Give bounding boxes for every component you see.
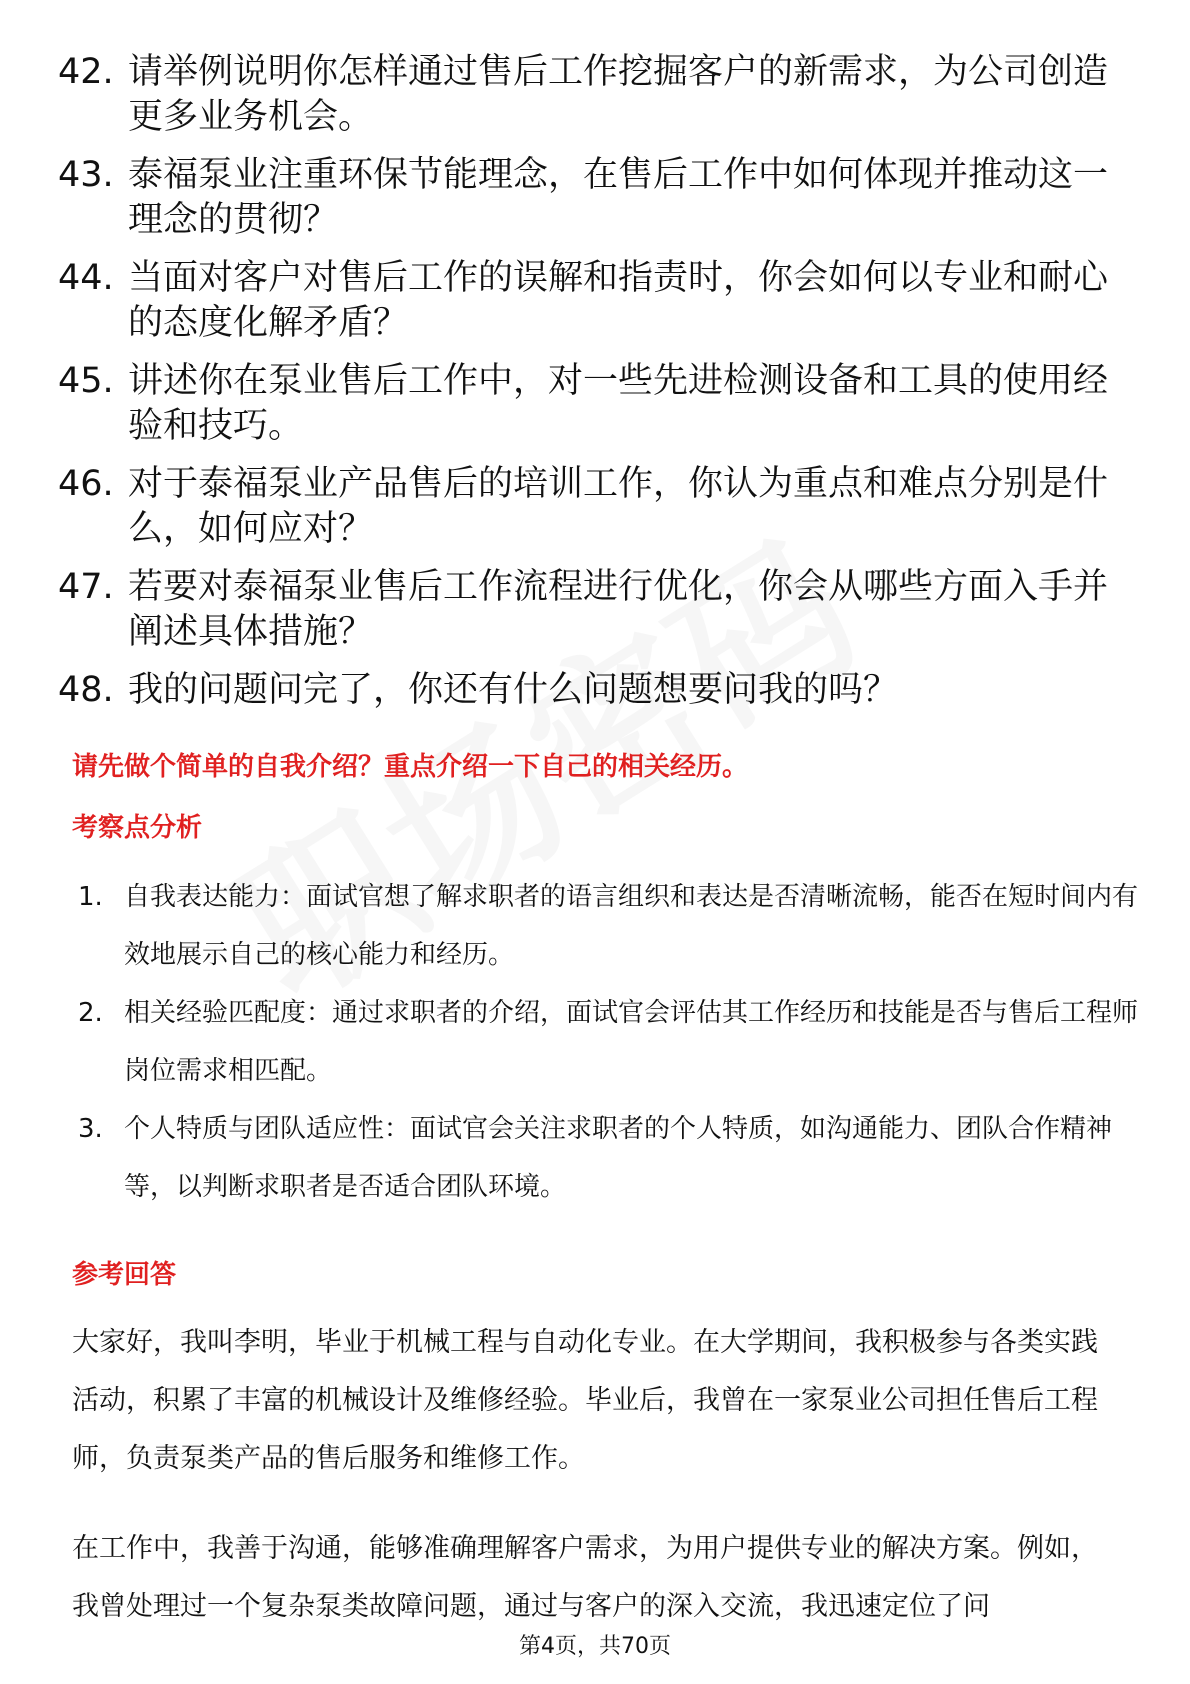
question-item bbox=[58, 668, 1138, 713]
question-item bbox=[58, 565, 1138, 655]
question-number: 46. bbox=[58, 464, 114, 504]
question-number: 48. bbox=[58, 670, 114, 710]
question-item bbox=[58, 462, 1138, 552]
question-item bbox=[58, 153, 1138, 243]
question-number: 42. bbox=[58, 52, 114, 92]
page-number: 第4页，共70页 bbox=[519, 1634, 671, 1659]
analysis-text: 个人特质与团队适应性：面试官会关注求职者的个人特质，如沟通能力、团队合作精神等，以判断求职者是否适合团队环境。 bbox=[124, 1114, 1113, 1202]
question-number: 47. bbox=[58, 567, 114, 607]
analysis-number: 3. bbox=[78, 1114, 103, 1144]
question-item bbox=[58, 256, 1138, 346]
analysis-text: 相关经验匹配度：通过求职者的介绍，面试官会评估其工作经历和技能是否与售后工程师岗位需求相匹配。 bbox=[124, 998, 1139, 1086]
analysis-item bbox=[78, 1100, 1138, 1216]
analysis-item bbox=[78, 984, 1138, 1100]
analysis-number: 2. bbox=[78, 998, 103, 1028]
question-text: 我的问题问完了，你还有什么问题想要问我的吗？ bbox=[128, 670, 899, 710]
question-text: 泰福泵业注重环保节能理念，在售后工作中如何体现并推动这一理念的贯彻？ bbox=[128, 155, 1109, 240]
question-text: 对于泰福泵业产品售后的培训工作，你认为重点和难点分别是什么，如何应对？ bbox=[128, 464, 1109, 549]
analysis-item bbox=[78, 868, 1138, 984]
analysis-heading: 考察点分析 bbox=[72, 813, 203, 843]
question-text: 当面对客户对售后工作的误解和指责时，你会如何以专业和耐心的态度化解矛盾？ bbox=[128, 258, 1109, 343]
answer-heading: 参考回答 bbox=[72, 1260, 177, 1290]
answer-paragraph: 在工作中，我善于沟通，能够准确理解客户需求，为用户提供专业的解决方案。例如，我曾处理过一个复杂泵类故障问题，通过与客户的深入交流，我迅速定位了问 bbox=[72, 1533, 1098, 1622]
question-item bbox=[58, 359, 1138, 449]
question-item bbox=[58, 50, 1138, 140]
analysis-text: 自我表达能力：面试官想了解求职者的语言组织和表达是否清晰流畅，能否在短时间内有效地展示自己的核心能力和经历。 bbox=[124, 882, 1139, 970]
answer-paragraph: 大家好，我叫李明，毕业于机械工程与自动化专业。在大学期间，我积极参与各类实践活动，积累了丰富的机械设计及维修经验。毕业后，我曾在一家泵业公司担任售后工程师，负责泵类产品的售后服务和维修工作。 bbox=[72, 1327, 1098, 1474]
question-text: 请举例说明你怎样通过售后工作挖掘客户的新需求，为公司创造更多业务机会。 bbox=[128, 52, 1109, 137]
question-number: 43. bbox=[58, 155, 114, 195]
analysis-list bbox=[78, 868, 1138, 1216]
question-title: 请先做个简单的自我介绍？重点介绍一下自己的相关经历。 bbox=[72, 752, 749, 782]
question-text: 若要对泰福泵业售后工作流程进行优化，你会从哪些方面入手并阐述具体措施？ bbox=[128, 567, 1109, 652]
analysis-number: 1. bbox=[78, 882, 103, 912]
question-number: 44. bbox=[58, 258, 114, 298]
question-text: 讲述你在泵业售后工作中，对一些先进检测设备和工具的使用经验和技巧。 bbox=[128, 361, 1109, 446]
question-list bbox=[58, 50, 1138, 726]
question-number: 45. bbox=[58, 361, 114, 401]
